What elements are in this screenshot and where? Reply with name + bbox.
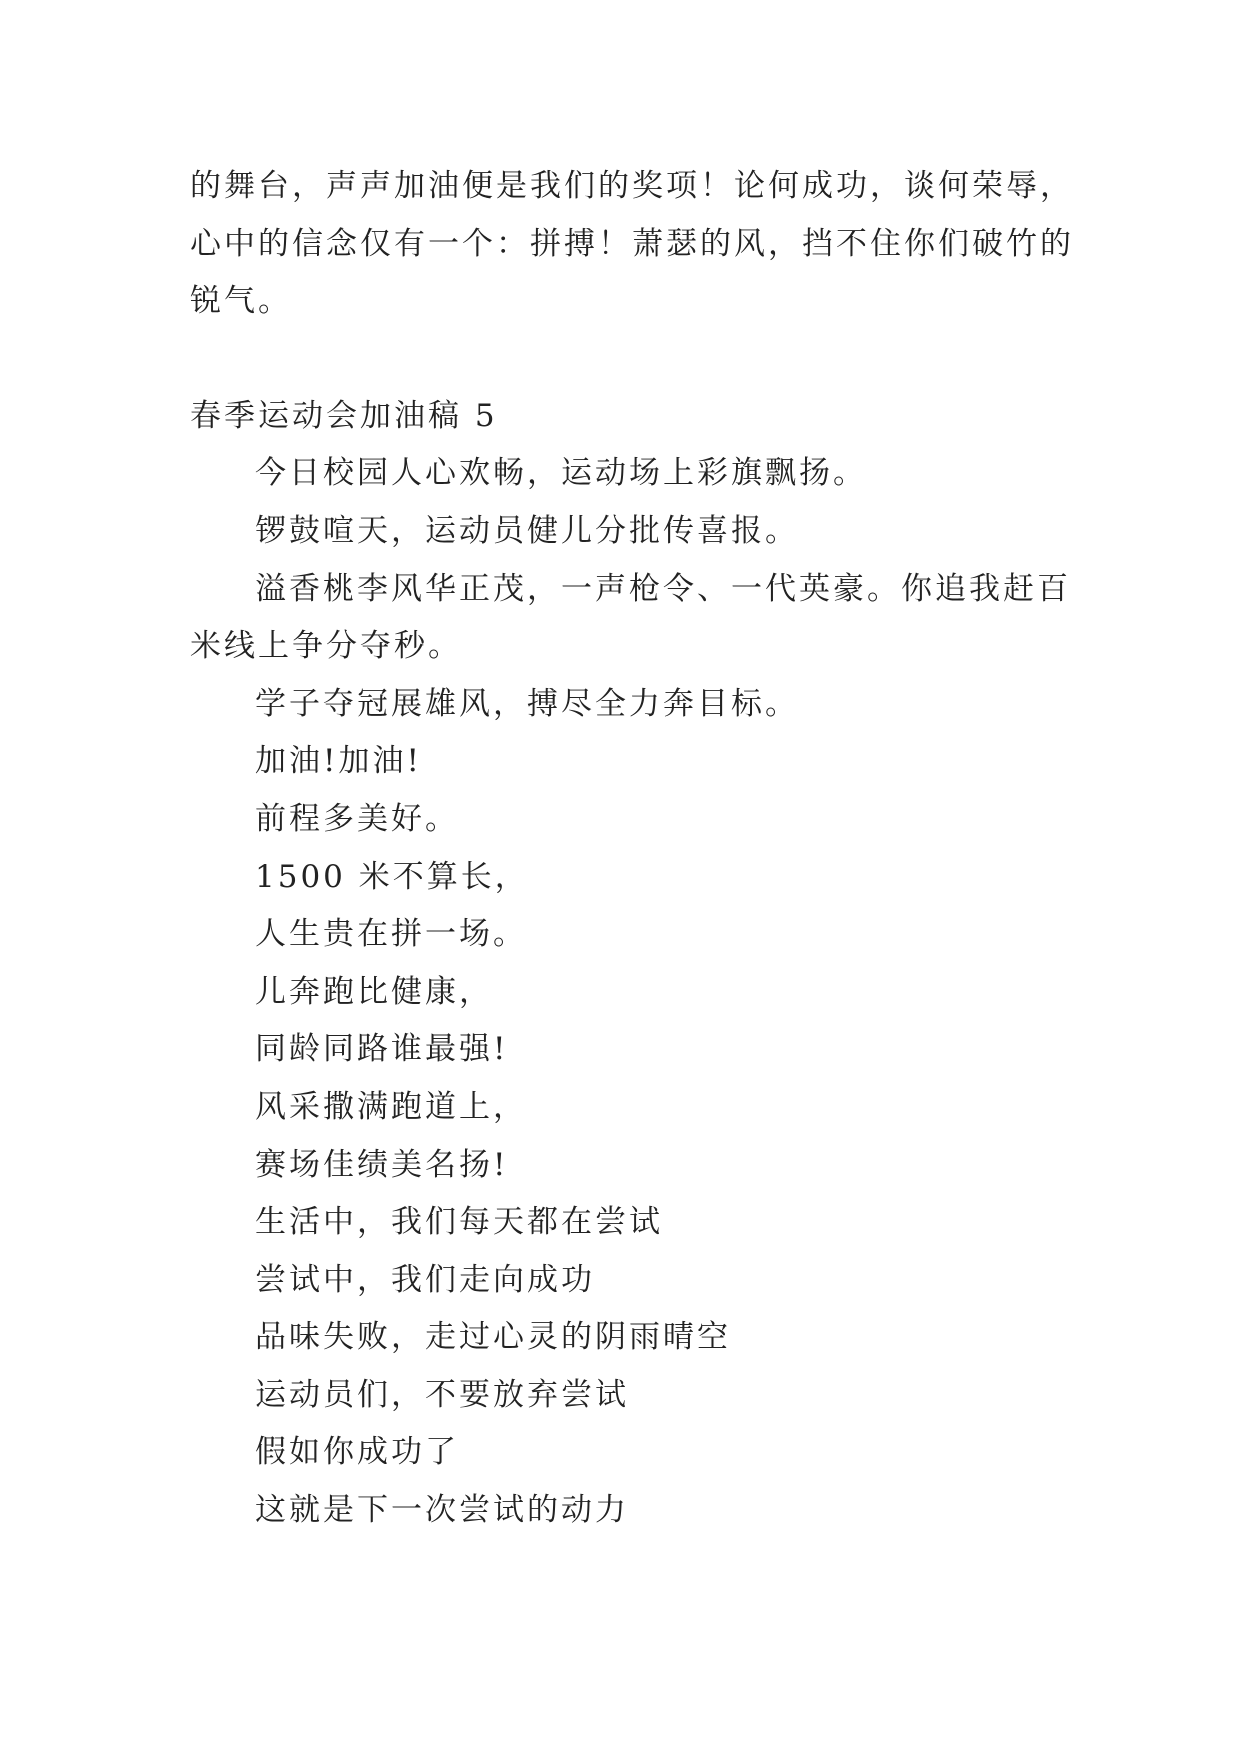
paragraph-line: 赛场佳绩美名扬! — [255, 1146, 509, 1183]
paragraph-line: 这就是下一次尝试的动力 — [255, 1492, 629, 1529]
paragraph-line: 锐气。 — [190, 283, 292, 320]
paragraph-line: 锣鼓喧天，运动员健儿分批传喜报。 — [255, 512, 799, 549]
document-body — [190, 158, 1090, 1540]
paragraph-line: 的舞台，声声加油便是我们的奖项！论何成功，谈何荣辱， — [190, 168, 1074, 204]
paragraph-line: 儿奔跑比健康， — [255, 973, 493, 1010]
paragraph-line: 人生贵在拼一场。 — [255, 916, 527, 953]
paragraph-line: 同龄同路谁最强! — [255, 1031, 509, 1068]
paragraph-line: 运动员们，不要放弃尝试 — [255, 1376, 629, 1413]
paragraph-line: 尝试中，我们走向成功 — [255, 1261, 595, 1298]
paragraph-line: 米线上争分夺秒。 — [190, 628, 462, 665]
paragraph-line: 风采撒满跑道上， — [255, 1088, 527, 1125]
paragraph-line: 心中的信念仅有一个：拼搏！萧瑟的风，挡不住你们破竹的 — [190, 225, 1074, 262]
paragraph-line: 前程多美好。 — [255, 800, 459, 837]
paragraph-line: 加油!加油! — [255, 743, 422, 780]
paragraph-line: 1500 米不算长， — [255, 858, 529, 895]
paragraph-line: 今日校园人心欢畅，运动场上彩旗飘扬。 — [255, 455, 867, 492]
paragraph-line: 品味失败，走过心灵的阴雨晴空 — [255, 1319, 731, 1356]
paragraph-line: 学子夺冠展雄风，搏尽全力奔目标。 — [255, 685, 799, 722]
paragraph-line: 溢香桃李风华正茂，一声枪令、一代英豪。你追我赶百 — [255, 570, 1071, 607]
section-title: 春季运动会加油稿 5 — [190, 397, 498, 434]
paragraph-line: 生活中，我们每天都在尝试 — [255, 1204, 663, 1241]
paragraph-line: 假如你成功了 — [255, 1434, 459, 1471]
